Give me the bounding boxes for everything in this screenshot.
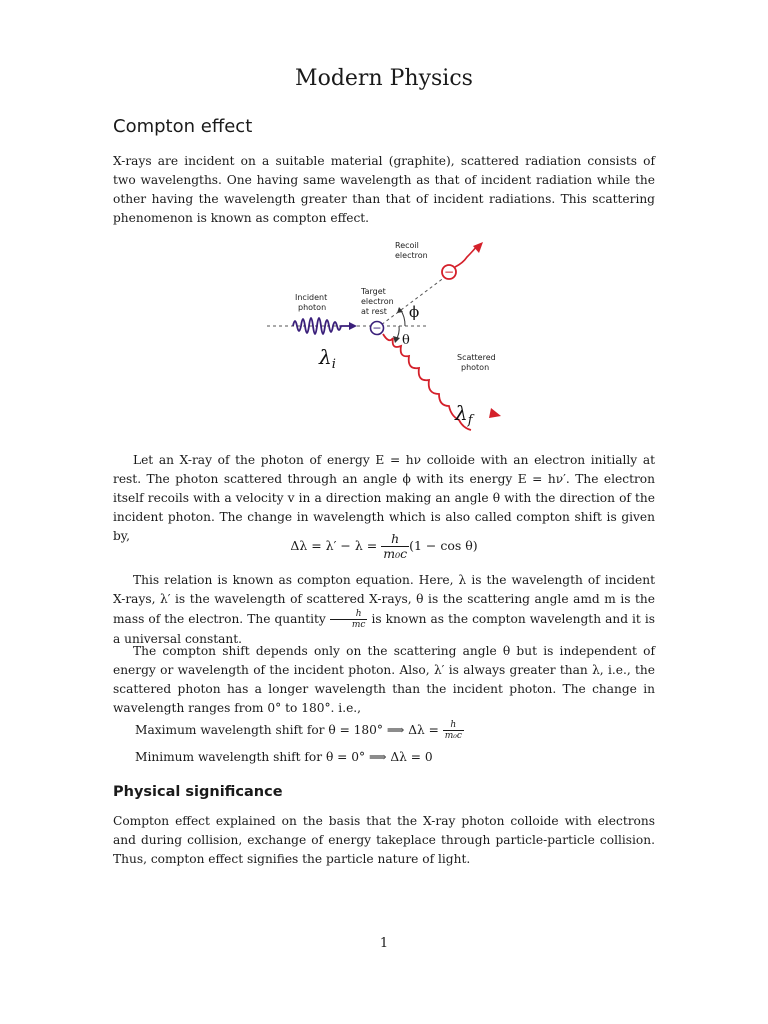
min-shift-line: Minimum wavelength shift for θ = 0° ⟹ Δλ = 0	[135, 750, 433, 764]
theta-label: θ	[402, 333, 410, 348]
recoil-label-line-1: Recoil	[395, 241, 419, 250]
compton-wavelength-denominator: mc	[351, 620, 366, 630]
subsection-title: Physical significance	[113, 784, 283, 800]
target-label-line-1: Target	[361, 287, 386, 296]
max-shift-text: Maximum wavelength shift for θ = 180° ⟹ Δλ =	[135, 723, 439, 737]
paragraph-compton-equation	[113, 571, 655, 649]
scattered-label-line-1: Scattered	[457, 353, 496, 362]
max-shift-line	[135, 720, 464, 741]
lambda-i-label: $\lambda_i$	[319, 345, 336, 372]
paragraph3-before: This relation is known as compton equation. Here, λ is the wavelength of incident X-rays, λ′ is the wavelength of scattered X-rays, θ is the scattering angle amd m is the mass of the electron. The quantity	[113, 573, 655, 626]
compton-equation	[0, 532, 768, 561]
max-shift-fraction	[443, 720, 464, 741]
compton-wavelength-fraction	[330, 609, 368, 630]
paragraph-energy: Let an X-ray of the photon of energy E = hν colloide with an electron initially at rest. The photon scattered through an angle ϕ with its energy E = hν′. The electron itself recoils with a velocity v in a direction making an angle θ with the direction of the incident photon. The change in wavelength which is also called compton shift is given by,	[113, 453, 655, 543]
recoil-label-line-2: electron	[395, 251, 428, 260]
max-shift-denominator: m₀c	[444, 731, 462, 741]
scattered-arrow-head	[489, 408, 501, 418]
max-shift-numerator: h	[443, 720, 464, 731]
phi-angle-arrow	[397, 307, 403, 313]
phi-label: ϕ	[409, 303, 420, 321]
recoil-arrow-head	[473, 242, 483, 253]
incident-label-line-1: Incident	[295, 293, 328, 302]
recoil-electron-sign: −	[443, 265, 455, 279]
equation-denominator: m₀c	[383, 546, 408, 561]
lambda-f-label: $\lambda_f$	[455, 401, 473, 428]
section-title: Compton effect	[113, 116, 253, 137]
page-number: 1	[379, 936, 389, 951]
paragraph3-after: is known as the compton wavelength and it is a universal constant.	[113, 612, 656, 646]
paragraph-shift-dependence: The compton shift depends only on the scattering angle θ but is independent of energy or wavelength of the incident photon. Also, λ′ is always greater than λ, i.e., the scattered photon has a longer wavelength than the incident photon. The change in wavelength ranges from 0° to 180°. i.e.,	[113, 644, 655, 715]
equation-rhs: (1 − cos θ)	[409, 538, 478, 553]
compton-wavelength-numerator: h	[330, 609, 368, 620]
recoil-trajectory	[455, 246, 477, 267]
target-label-line-3: at rest	[361, 307, 387, 316]
incident-label-line-2: photon	[298, 303, 327, 312]
incident-arrow-head	[349, 322, 357, 330]
intro-paragraph: X-rays are incident on a suitable material (graphite), scattered radiation consists of two wavelengths. One having same wavelength as that of incident radiation while the other having the wavelength greater than that of incident radiations. This scattering phenomenon is known as compton effect.	[113, 154, 655, 225]
scattered-label-line-2: photon	[461, 363, 490, 372]
target-electron-sign: −	[372, 321, 382, 335]
equation-numerator: h	[381, 532, 409, 547]
equation-lhs: Δλ = λ′ − λ =	[290, 538, 378, 553]
significance-paragraph: Compton effect explained on the basis that the X-ray photon colloide with electrons and during collision, exchange of energy takeplace through particle-particle collision. Thus, compton effect signifies the particle nature of light.	[113, 814, 655, 866]
compton-scattering-diagram	[255, 232, 515, 432]
equation-fraction	[381, 532, 409, 561]
target-label-line-2: electron	[361, 297, 394, 306]
page-title: Modern Physics	[295, 66, 473, 91]
theta-angle-arrow	[393, 336, 400, 343]
